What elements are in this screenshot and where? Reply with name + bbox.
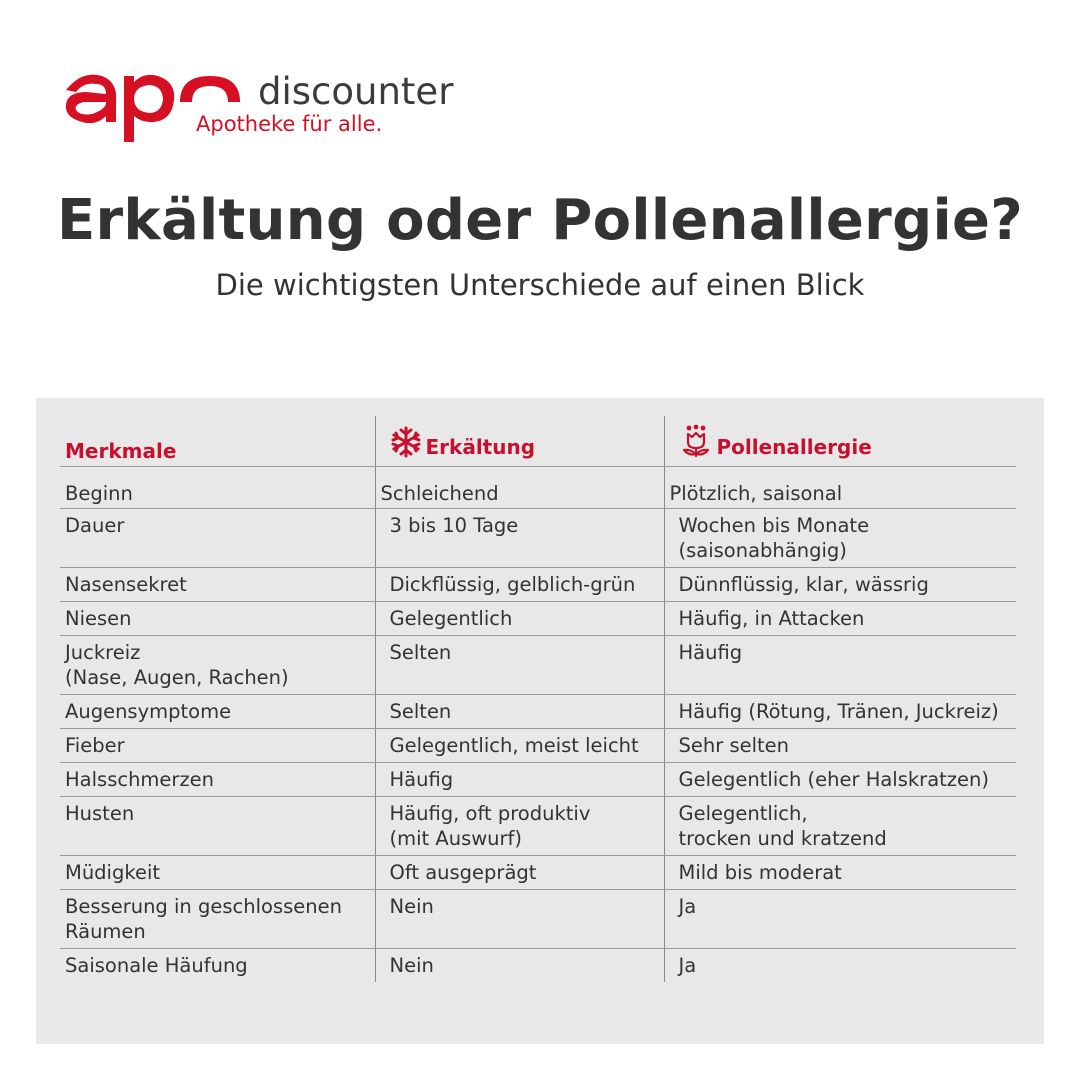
table-row bbox=[60, 949, 1016, 983]
cold-cell bbox=[375, 602, 664, 636]
cell-text: Fieber bbox=[65, 734, 125, 757]
header-label: Erkältung bbox=[425, 435, 536, 459]
cell-text: Juckreiz (Nase, Augen, Rachen) bbox=[65, 641, 289, 689]
brand-tagline: Apotheke für alle. bbox=[196, 112, 383, 136]
brand-logo[interactable] bbox=[62, 62, 462, 152]
feature-cell bbox=[60, 509, 375, 568]
cell-text: Nein bbox=[389, 895, 434, 918]
cold-cell bbox=[375, 763, 664, 797]
cell-text: Halsschmerzen bbox=[65, 768, 215, 791]
cold-cell bbox=[375, 509, 664, 568]
table-row bbox=[60, 602, 1016, 636]
cold-cell bbox=[375, 467, 664, 509]
cell-text: Beginn bbox=[65, 482, 133, 505]
header-label: Pollenallergie bbox=[716, 435, 872, 459]
table-row bbox=[60, 467, 1016, 509]
allergy-cell bbox=[664, 467, 1016, 509]
cell-text: Mild bis moderat bbox=[678, 861, 842, 884]
feature-cell bbox=[60, 568, 375, 602]
cold-cell bbox=[375, 949, 664, 983]
snowflake-icon bbox=[390, 426, 422, 464]
allergy-cell bbox=[664, 602, 1016, 636]
cold-cell bbox=[375, 797, 664, 856]
cell-text: Nein bbox=[389, 954, 434, 977]
flower-icon bbox=[679, 424, 713, 464]
allergy-cell bbox=[664, 949, 1016, 983]
table-row bbox=[60, 695, 1016, 729]
header-pollenallergie bbox=[664, 416, 1016, 467]
header-label: Merkmale bbox=[65, 439, 177, 463]
cell-text: Augensymptome bbox=[65, 700, 232, 723]
feature-cell bbox=[60, 763, 375, 797]
cell-text: Ja bbox=[678, 895, 697, 918]
cell-text: Dauer bbox=[65, 514, 125, 537]
cell-text: Wochen bis Monate (saisonabhängig) bbox=[678, 514, 870, 562]
allergy-cell bbox=[664, 568, 1016, 602]
feature-cell bbox=[60, 467, 375, 509]
brand-name: discounter bbox=[258, 70, 454, 113]
table-row bbox=[60, 763, 1016, 797]
feature-cell bbox=[60, 890, 375, 949]
table-row bbox=[60, 856, 1016, 890]
allergy-cell bbox=[664, 890, 1016, 949]
cell-text: Gelegentlich, meist leicht bbox=[389, 734, 639, 757]
table-header-row bbox=[60, 416, 1016, 467]
cell-text: Gelegentlich (eher Halskratzen) bbox=[678, 768, 989, 791]
cell-text: Ja bbox=[678, 954, 697, 977]
feature-cell bbox=[60, 856, 375, 890]
cold-cell bbox=[375, 636, 664, 695]
header-merkmale bbox=[60, 416, 375, 467]
cell-text: Besserung in geschlossenen Räumen bbox=[65, 895, 342, 943]
allergy-cell bbox=[664, 763, 1016, 797]
cell-text: Häufig bbox=[389, 768, 454, 791]
table-row bbox=[60, 890, 1016, 949]
cell-text: Häufig, oft produktiv (mit Auswurf) bbox=[389, 802, 591, 850]
table-row bbox=[60, 568, 1016, 602]
cell-text: Schleichend bbox=[380, 482, 499, 505]
cell-text: Saisonale Häufung bbox=[65, 954, 248, 977]
cell-text: Plötzlich, saisonal bbox=[669, 482, 843, 505]
cold-cell bbox=[375, 568, 664, 602]
cell-text: Oft ausgeprägt bbox=[389, 861, 537, 884]
cold-cell bbox=[375, 890, 664, 949]
table-body bbox=[60, 467, 1016, 983]
cell-text: Selten bbox=[389, 700, 452, 723]
cell-text: Gelegentlich bbox=[389, 607, 513, 630]
header-erkaeltung bbox=[375, 416, 664, 467]
cell-text: 3 bis 10 Tage bbox=[389, 514, 519, 537]
cold-cell bbox=[375, 856, 664, 890]
cell-text: Häufig bbox=[678, 641, 743, 664]
cell-text: Selten bbox=[389, 641, 452, 664]
allergy-cell bbox=[664, 695, 1016, 729]
page-title: Erkältung oder Pollenallergie? bbox=[56, 188, 1024, 253]
feature-cell bbox=[60, 602, 375, 636]
allergy-cell bbox=[664, 509, 1016, 568]
allergy-cell bbox=[664, 797, 1016, 856]
allergy-cell bbox=[664, 856, 1016, 890]
feature-cell bbox=[60, 636, 375, 695]
feature-cell bbox=[60, 695, 375, 729]
comparison-table bbox=[60, 416, 1016, 982]
cell-text: Husten bbox=[65, 802, 135, 825]
cell-text: Häufig, in Attacken bbox=[678, 607, 865, 630]
table-row bbox=[60, 797, 1016, 856]
cold-cell bbox=[375, 695, 664, 729]
feature-cell bbox=[60, 797, 375, 856]
cell-text: Nasensekret bbox=[65, 573, 187, 596]
table-row bbox=[60, 729, 1016, 763]
cold-cell bbox=[375, 729, 664, 763]
allergy-cell bbox=[664, 636, 1016, 695]
cell-text: Gelegentlich, trocken und kratzend bbox=[678, 802, 887, 850]
table-row bbox=[60, 509, 1016, 568]
cell-text: Müdigkeit bbox=[65, 861, 161, 884]
allergy-cell bbox=[664, 729, 1016, 763]
cell-text: Dünnflüssig, klar, wässrig bbox=[678, 573, 929, 596]
table-row bbox=[60, 636, 1016, 695]
feature-cell bbox=[60, 949, 375, 983]
page-subtitle: Die wichtigsten Unterschiede auf einen Blick bbox=[215, 268, 865, 302]
cell-text: Sehr selten bbox=[678, 734, 790, 757]
cell-text: Dickflüssig, gelblich-grün bbox=[389, 573, 636, 596]
cell-text: Niesen bbox=[65, 607, 132, 630]
apo-logo-mark bbox=[62, 62, 252, 152]
comparison-panel bbox=[36, 398, 1044, 1044]
cell-text: Häufig (Rötung, Tränen, Juckreiz) bbox=[678, 700, 999, 723]
feature-cell bbox=[60, 729, 375, 763]
